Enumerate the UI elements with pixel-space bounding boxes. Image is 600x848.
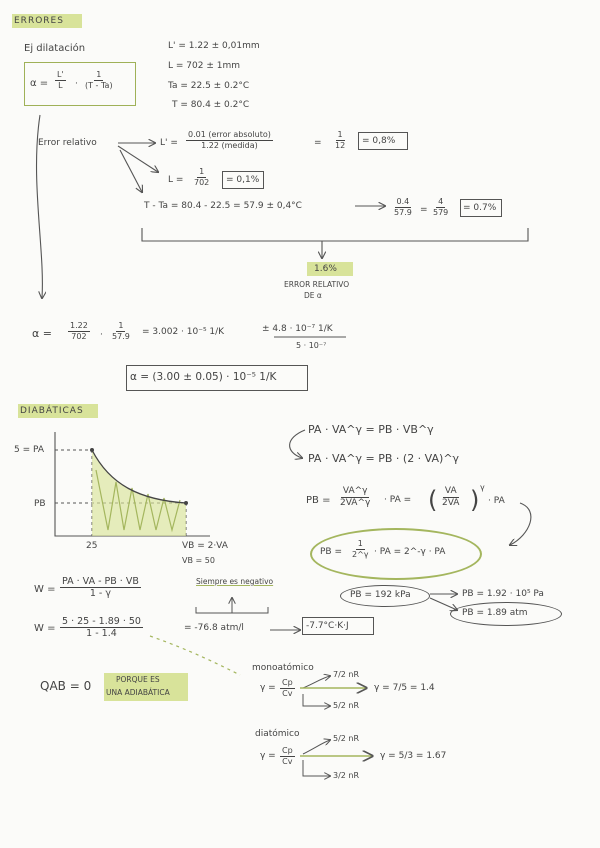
section-title-errors: ERRORES bbox=[14, 16, 64, 26]
graph-y-top: 5 = PA bbox=[14, 445, 44, 455]
alpha-value: = 3.002 · 10⁻⁵ 1/K bbox=[142, 327, 225, 337]
heat-q: QAB = 0 bbox=[40, 679, 92, 693]
work-formula: $\frac{PA \cdot VA - PB \cdot VB}{1 - \gamma}$ bbox=[62, 576, 139, 600]
example-title: Ej dilatación bbox=[24, 43, 86, 54]
given-2: L = 702 ± 1mm bbox=[168, 61, 240, 71]
eq-adiabatic-1: PA · VA^γ = PB · VB^γ bbox=[308, 423, 434, 436]
sum-bracket bbox=[142, 228, 528, 241]
dia-title: diatómico bbox=[255, 729, 300, 739]
pb-atm: PB = 1.89 atm bbox=[462, 608, 528, 618]
pb-pa: PB = 1.92 · 10⁵ Pa bbox=[462, 589, 544, 599]
arrow-to-l2 bbox=[118, 146, 158, 172]
l3-result: = 0.7% bbox=[463, 203, 497, 213]
given-3: Ta = 22.5 ± 0.2°C bbox=[168, 81, 250, 91]
l1-result: = 0,8% bbox=[362, 136, 396, 146]
work-note: Siempre es negativo bbox=[196, 577, 274, 586]
alpha-result: α = (3.00 ± 0.05) · 10⁻⁵ 1/K bbox=[130, 371, 277, 383]
pv-graph bbox=[55, 432, 210, 536]
l2-result: = 0,1% bbox=[226, 175, 260, 185]
graph-x-left: 25 bbox=[86, 541, 98, 551]
eq-adiabatic-2: PA · VA^γ = PB · (2 · VA)^γ bbox=[308, 452, 460, 465]
given-4: T = 80.4 ± 0.2°C bbox=[172, 100, 250, 110]
frac-l-ratio: $\frac{L'}{L}$ bbox=[57, 70, 64, 90]
relative-error-label: Error relativo bbox=[38, 138, 97, 148]
given-1: L' = 1.22 ± 0,01mm bbox=[168, 41, 260, 51]
arrow-to-l3 bbox=[120, 150, 142, 192]
graph-x-right: VB = 2·VA bbox=[182, 541, 228, 551]
pb-gamma-result: · PA = 2^-γ · PA bbox=[374, 547, 446, 557]
gamma-mono-result: γ = 7/5 = 1.4 bbox=[374, 683, 435, 693]
frac-l1: 0.01 (error absoluto) 1.22 (medida) bbox=[188, 130, 271, 150]
alpha-lhs: α = bbox=[30, 78, 49, 89]
gamma-dia-result: γ = 5/3 = 1.67 bbox=[380, 751, 447, 761]
frac-l2: $\frac{1}{702}$ bbox=[194, 167, 210, 187]
work-joules: -7.7°C·K·J bbox=[306, 621, 349, 631]
frac-temp: $\frac{1}{(T - Ta)}$ bbox=[85, 70, 113, 90]
l3-expression: T - Ta = 80.4 - 22.5 = 57.9 ± 0,4°C bbox=[144, 201, 302, 211]
section-title-adiabatic: DIABÁTICAS bbox=[20, 406, 84, 416]
mono-title: monoatómico bbox=[252, 663, 314, 673]
pb-kpa: PB = 192 kPa bbox=[350, 590, 411, 600]
work-atm-l: = -76.8 atm/l bbox=[184, 623, 244, 633]
graph-y-bottom: PB bbox=[34, 499, 46, 509]
notes-page: ERRORES Ej dilatación α = $\frac{L'}{L}$ · $\frac{1}{(T - Ta)}$ L' = 1.22 ± 0,01mm L = 702 ± 1mm Ta = 22.5 ± 0.2°C T = 80.4 ± 0.2°C Error relativo L' = 0.01 (error absoluto) 1.22 (medida) = $\frac{1}{12}$ = 0,8% L = $\frac{1}{702}$ = 0,1% T - Ta = 80.4 - 22.5 = 57.9 ± 0,4°C $\frac{0.4}{57.9}$ = $\frac{4}{579}$ = 0.7% 1.6% ERROR RELATIVO DE α α = $\frac{1.22}{702}$ · $\frac{1}{57.9}$ = 3.002 · 10⁻⁵ 1/K ± 4.8 · 10⁻⁷ 1/K 5 · 10⁻⁷ α = (3.00 ± 0.05) · 10⁻⁵ 1/K DIABÁTICAS 5 = PA PB 25 VB = 2·VA VB = 50 PA · VA^γ = PB · VB^γ PA · VA^γ = PB · (2 · VA)^γ PB = $\frac{VA\^{}\gamma}{2VA\^{}\gamma}$ · PA = ( $\frac{VA}{2VA}$ ) γ · PA PB = $\frac{1}{2\^{}\gamma}$ · PA = 2^-γ · PA PB = 192 kPa PB = 1.92 · 10⁵ Pa PB = 1.89 atm W = $\frac{PA \cdot VA - PB \cdot VB}{1 - \gamma}$ Siempre es negativo W = $\frac{5 \cdot 25 - 1.89 \cdot 50}{1 - 1.4}$ = -76.8 atm/l -7.7°C·K·J QAB = 0 PORQUE ES UNA ADIABÁTICA monoatómico γ = $\frac{Cp}{Cv}$ 7/2 nR 5/2 nR γ = 7/5 = 1.4 diatómico γ = $\frac{Cp}{Cv}$ 5/2 nR 3/2 nR γ = 5/3 = 1.67 bbox=[0, 0, 600, 848]
total-relative-error: 1.6% bbox=[314, 264, 337, 274]
